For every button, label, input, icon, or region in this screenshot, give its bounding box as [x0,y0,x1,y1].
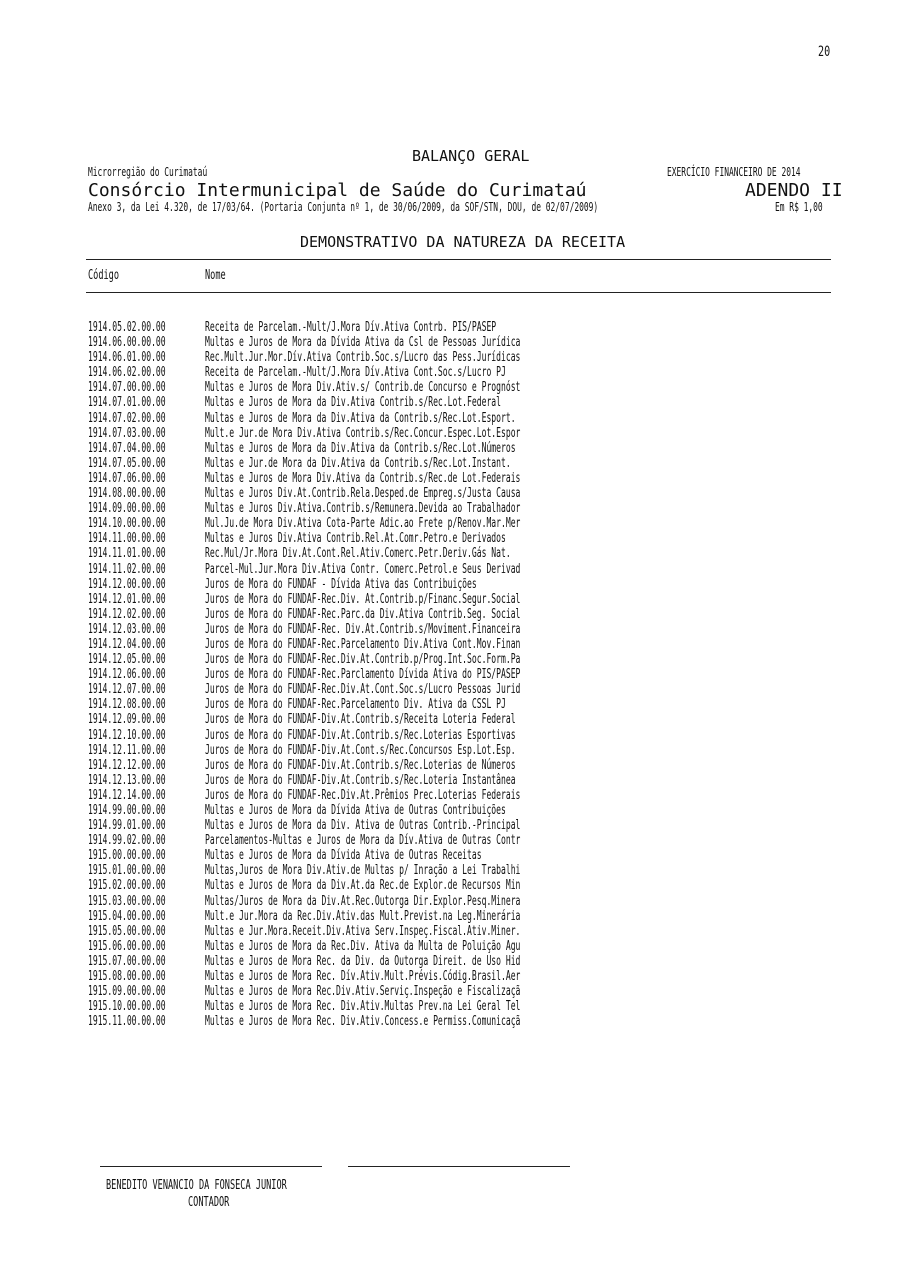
row-name: Juros de Mora do FUNDAF-Rec.Div.At.Prêmios Prec.Loterias Federais [205,787,521,803]
row-name: Juros de Mora do FUNDAF-Rec.Div. At.Contrib.p/Financ.Segur.Social [205,591,521,607]
row-name: Juros de Mora do FUNDAF-Rec.Parclamento Dívida Ativa do PIS/PASEP [205,667,521,683]
row-name: Multas e Juros de Mora Rec.Div.Ativ.Serviç.Inspeção e Fiscalizaçã [205,984,521,1000]
row-name: Juros de Mora do FUNDAF-Div.At.Cont.s/Rec.Concursos Esp.Lot.Esp. [205,742,516,758]
row-code: 1915.02.00.00.00 [88,878,166,894]
row-name: Multas e Juros de Mora da Div.Ativa da Contrib.s/Rec.Lot.Esport. [205,410,516,426]
row-code: 1914.12.07.00.00 [88,682,166,698]
row-code: 1914.11.00.00.00 [88,531,166,547]
annex-label: ADENDO II [745,180,843,201]
column-header-code: Código [88,268,119,283]
row-code: 1914.12.09.00.00 [88,712,166,728]
row-code: 1914.07.03.00.00 [88,425,166,441]
row-code: 1915.01.00.00.00 [88,863,166,879]
table-row [88,426,808,441]
table-row [88,788,808,803]
table-row [88,939,808,954]
table-row [88,984,808,999]
row-code: 1914.07.05.00.00 [88,455,166,471]
table-row [88,395,808,410]
row-name: Multas e Jur.Mora.Receit.Div.Ativa Serv.Inspeç.Fiscal.Ativ.Miner. [205,923,521,939]
row-code: 1914.06.02.00.00 [88,365,166,381]
row-code: 1915.10.00.00.00 [88,999,166,1015]
table-row [88,471,808,486]
row-name: Multas e Juros de Mora Rec. Dív.Ativ.Mult.Prévis.Códig.Brasil.Aer [205,969,521,985]
table-row [88,607,808,622]
row-name: Multas e Juros de Mora da Dívida Ativa de Outras Contribuições [205,803,506,818]
row-code: 1914.11.02.00.00 [88,561,166,577]
table-row [88,758,808,773]
row-code: 1914.08.00.00.00 [88,486,166,502]
table-row [88,848,808,863]
row-code: 1914.99.02.00.00 [88,833,166,849]
row-name: Rec.Mult.Jur.Mor.Dív.Ativa Contrib.Soc.s/Lucro das Pess.Jurídicas [205,350,521,366]
row-code: 1914.12.01.00.00 [88,591,166,607]
row-name: Multas e Juros Div.Ativa.Contrib.s/Remunera.Devida ao Trabalhador [205,501,521,517]
row-name: Multas e Juros de Mora da Dívida Ativa de Outras Receitas [205,848,482,864]
row-code: 1914.07.06.00.00 [88,470,166,486]
row-code: 1914.12.00.00.00 [88,576,166,592]
row-name: Juros de Mora do FUNDAF-Rec.Div.At.Cont.Soc.s/Lucro Pessoas Jurid [205,682,521,698]
table-row [88,954,808,969]
row-code: 1915.11.00.00.00 [88,1014,166,1030]
row-name: Mul.Ju.de Mora Div.Ativa Cota-Parte Adic.ao Frete p/Renov.Mar.Mer [205,516,521,532]
report-title: BALANÇO GERAL [412,147,530,165]
row-code: 1915.03.00.00.00 [88,893,166,909]
currency-unit: Em R$ 1,00 [775,200,823,214]
row-name: Parcelamentos-Multas e Juros de Mora da Dív.Ativa de Outras Contr [205,833,521,849]
row-name: Juros de Mora do FUNDAF-Rec.Div.At.Contrib.p/Prog.Int.Soc.Form.Pa [205,652,521,668]
row-name: Multas e Juros de Mora da Rec.Div. Ativa da Multa de Poluição Agu [205,938,521,954]
row-code: 1914.07.01.00.00 [88,395,166,411]
row-code: 1915.05.00.00.00 [88,923,166,939]
table-row [88,803,808,818]
region-label: Microrregião do Curimataú [88,165,208,179]
row-name: Multas e Juros Div.At.Contrib.Rela.Desped.de Empreg.s/Justa Causa [205,486,521,502]
table-row [88,878,808,893]
table-row [88,743,808,758]
legal-reference: Anexo 3, da Lei 4.320, de 17/03/64. (Portaria Conjunta nº 1, de 30/06/2009, da SOF/STN, DOU, de 02/07/2009) [88,200,599,214]
row-name: Multas e Juros Div.Ativa Contrib.Rel.At.Comr.Petro.e Derivados [205,531,506,547]
row-code: 1914.05.02.00.00 [88,320,166,335]
row-code: 1914.12.06.00.00 [88,667,166,683]
row-code: 1914.12.08.00.00 [88,697,166,713]
table-row [88,728,808,743]
row-name: Multas e Juros de Mora da Div.Ativa Contrib.s/Rec.Lot.Federal [205,395,502,411]
row-code: 1914.12.14.00.00 [88,787,166,803]
row-name: Juros de Mora do FUNDAF-Div.At.Contrib.s/Rec.Loteria Instantânea [205,772,516,788]
row-code: 1914.07.00.00.00 [88,380,166,396]
table-row [88,456,808,471]
row-name: Multas e Juros de Mora Rec. Div.Ativ.Concess.e Permiss.Comunicaçã [205,1014,521,1030]
table-row [88,833,808,848]
table-row [88,622,808,637]
table-row [88,667,808,682]
table-row [88,320,808,335]
row-code: 1914.06.01.00.00 [88,350,166,366]
table-row [88,516,808,531]
column-header-name: Nome [205,268,226,283]
revenue-table [88,320,808,1029]
table-row [88,441,808,456]
row-name: Juros de Mora do FUNDAF-Rec. Div.At.Contrib.s/Moviment.Financeira [205,621,521,637]
table-row [88,999,808,1014]
row-code: 1914.12.03.00.00 [88,621,166,637]
table-row [88,773,808,788]
table-row [88,546,808,561]
row-name: Parcel-Mul.Jur.Mora Div.Ativa Contr. Comerc.Petrol.e Seus Derivad [205,561,521,577]
row-code: 1914.99.01.00.00 [88,818,166,834]
row-code: 1914.10.00.00.00 [88,516,166,532]
table-row [88,350,808,365]
row-name: Multas e Juros de Mora da Div.At.da Rec.de Explor.de Recursos Min [205,878,521,894]
header-rule-top [86,259,831,260]
table-row [88,697,808,712]
row-name: Multas e Juros de Mora da Div. Ativa de Outras Contrib.-Principal [205,818,521,834]
row-code: 1914.12.12.00.00 [88,757,166,773]
table-row [88,411,808,426]
row-code: 1914.07.02.00.00 [88,410,166,426]
signer-role: CONTADOR [188,1195,230,1210]
row-name: Mult.e Jur.de Mora Div.Ativa Contrib.s/Rec.Concur.Espec.Lot.Espor [205,425,521,441]
row-name: Receita de Parcelam.-Mult/J.Mora Dív.Ativa Contrb. PIS/PASEP [205,320,497,335]
row-code: 1915.04.00.00.00 [88,908,166,924]
table-row [88,863,808,878]
header-rule-bottom [86,292,831,293]
table-row [88,894,808,909]
row-code: 1914.12.02.00.00 [88,606,166,622]
row-code: 1914.12.11.00.00 [88,742,166,758]
signer-name: BENEDITO VENANCIO DA FONSECA JUNIOR [106,1178,287,1193]
table-row [88,637,808,652]
row-code: 1914.06.00.00.00 [88,335,166,351]
signature-line [100,1166,322,1167]
row-code: 1914.12.13.00.00 [88,772,166,788]
row-name: Multas e Juros de Mora Rec. Div.Ativ.Multas Prev.na Lei Geral Tel [205,999,521,1015]
row-code: 1914.12.05.00.00 [88,652,166,668]
row-name: Multas e Juros de Mora Rec. da Div. da Outorga Direit. de Uso Hid [205,953,521,969]
row-name: Multas e Juros de Mora da Div.Ativa da Contrib.s/Rec.Lot.Números [205,440,516,456]
table-row [88,652,808,667]
row-name: Multas e Juros de Mora Div.Ativa da Contrib.s/Rec.de Lot.Federais [205,470,521,486]
row-name: Juros de Mora do FUNDAF-Div.At.Contrib.s/Rec.Loterias Esportivas [205,727,516,743]
table-row [88,486,808,501]
section-title: DEMONSTRATIVO DA NATUREZA DA RECEITA [300,233,626,251]
row-code: 1915.07.00.00.00 [88,953,166,969]
table-row [88,562,808,577]
page-number: 20 [818,44,831,60]
row-code: 1914.07.04.00.00 [88,440,166,456]
row-code: 1914.11.01.00.00 [88,546,166,562]
table-row [88,682,808,697]
row-name: Rec.Mul/Jr.Mora Div.At.Cont.Rel.Ativ.Comerc.Petr.Deriv.Gás Nat. [205,546,511,562]
row-name: Multas e Juros de Mora da Dívida Ativa da Csl de Pessoas Jurídica [205,335,521,351]
table-row [88,531,808,546]
table-row [88,818,808,833]
signature-line [348,1166,570,1167]
row-code: 1914.99.00.00.00 [88,803,166,818]
row-name: Mult.e Jur.Mora da Rec.Div.Ativ.das Mult.Previst.na Leg.Minerária [205,908,521,924]
table-row [88,380,808,395]
row-name: Multas,Juros de Mora Div.Ativ.de Multas p/ Inração a Lei Trabalhi [205,863,521,879]
row-name: Multas/Juros de Mora da Div.At.Rec.Outorga Dir.Explor.Pesq.Minera [205,893,521,909]
row-name: Juros de Mora do FUNDAF-Rec.Parcelamento Div.Ativa Cont.Mov.Finan [205,636,521,652]
table-row [88,577,808,592]
table-row [88,1014,808,1029]
row-name: Multas e Jur.de Mora da Div.Ativa da Contrib.s/Rec.Lot.Instant. [205,455,511,471]
table-row [88,969,808,984]
table-row [88,924,808,939]
table-row [88,712,808,727]
row-name: Juros de Mora do FUNDAF-Div.At.Contrib.s/Rec.Loterias de Números [205,757,516,773]
row-code: 1915.08.00.00.00 [88,969,166,985]
row-code: 1915.06.00.00.00 [88,938,166,954]
table-row [88,335,808,350]
table-row [88,365,808,380]
table-row [88,501,808,516]
entity-name: Consórcio Intermunicipal de Saúde do Curimataú [88,180,587,201]
row-code: 1915.00.00.00.00 [88,848,166,864]
row-name: Juros de Mora do FUNDAF-Rec.Parc.da Div.Ativa Contrib.Seg. Social [205,606,521,622]
row-code: 1915.09.00.00.00 [88,984,166,1000]
fiscal-year-label: EXERCÍCIO FINANCEIRO DE 2014 [667,165,801,179]
row-name: Juros de Mora do FUNDAF-Div.At.Contrib.s/Receita Loteria Federal [205,712,516,728]
row-code: 1914.12.10.00.00 [88,727,166,743]
row-code: 1914.12.04.00.00 [88,636,166,652]
row-name: Juros de Mora do FUNDAF-Rec.Parcelamento Div. Ativa da CSSL PJ [205,697,506,713]
table-row [88,909,808,924]
table-row [88,592,808,607]
row-code: 1914.09.00.00.00 [88,501,166,517]
row-name: Juros de Mora do FUNDAF - Dívida Ativa das Contribuições [205,576,477,592]
row-name: Multas e Juros de Mora Div.Ativ.s/ Contrib.de Concurso e Prognóst [205,380,521,396]
row-name: Receita de Parcelam.-Mult/J.Mora Dív.Ativa Cont.Soc.s/Lucro PJ [205,365,506,381]
